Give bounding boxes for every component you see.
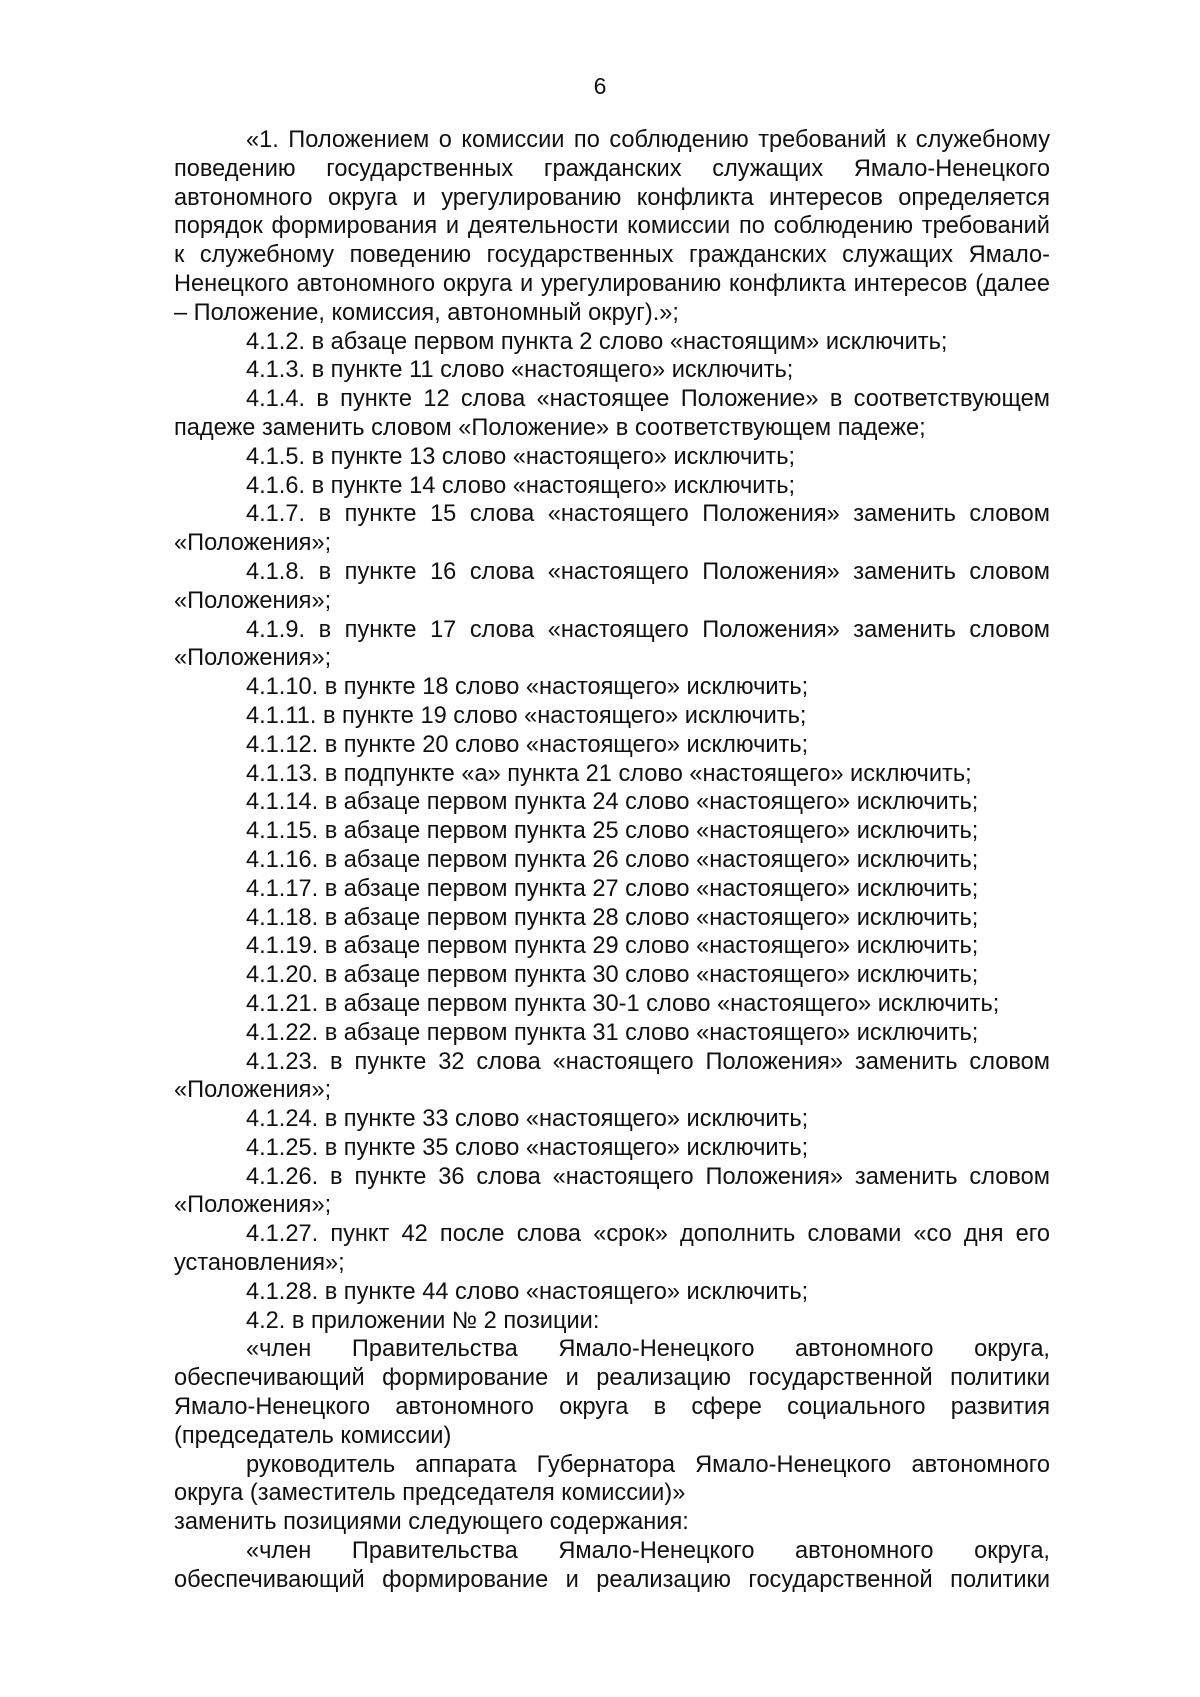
item-4-1-12: 4.1.12. в пункте 20 слово «настоящего» исключить;: [246, 731, 809, 758]
item-4-2: 4.2. в приложении № 2 позиции:: [246, 1307, 600, 1334]
item-4-1-7: 4.1.7. в пункте 15 слова «настоящего Положения» заменить словом «Положения»;: [174, 501, 1050, 557]
item-4-1-3: 4.1.3. в пункте 11 слово «настоящего» исключить;: [246, 357, 794, 384]
paragraph-1-definition: «1. Положением о комиссии по соблюдению требований к служебному поведению государственных гражданских служащих Ямало-Ненецкого автономного округа и урегулированию конфликта интересов определяется порядок формирования и деятельности комиссии по соблюдению требований к служебному поведению государственных гражданских служащих Ямало-Ненецкого автономного округа и урегулированию конфликта интересов (далее – Положение, комиссия, автономный округ).»;: [174, 127, 1050, 326]
item-4-1-22: 4.1.22. в абзаце первом пункта 31 слово «настоящего» исключить;: [246, 1019, 979, 1046]
item-4-1-20: 4.1.20. в абзаце первом пункта 30 слово «настоящего» исключить;: [246, 962, 979, 989]
item-4-1-8: 4.1.8. в пункте 16 слова «настоящего Положения» заменить словом «Положения»;: [174, 558, 1050, 614]
item-4-1-9: 4.1.9. в пункте 17 слова «настоящего Положения» заменить словом «Положения»;: [174, 616, 1050, 672]
item-4-1-23: 4.1.23. в пункте 32 слова «настоящего Положения» заменить словом «Положения»;: [174, 1048, 1050, 1104]
item-4-1-4: 4.1.4. в пункте 12 слова «настоящее Положение» в соответствующем падеже заменить словом «Положение» в соответствующем падеже;: [174, 386, 1050, 441]
item-4-1-19: 4.1.19. в абзаце первом пункта 29 слово «настоящего» исключить;: [246, 933, 979, 960]
document-body: [174, 126, 1050, 1595]
item-4-1-17: 4.1.17. в абзаце первом пункта 27 слово «настоящего» исключить;: [246, 875, 979, 902]
item-4-1-5: 4.1.5. в пункте 13 слово «настоящего» исключить;: [246, 443, 796, 470]
item-4-1-16: 4.1.16. в абзаце первом пункта 26 слово «настоящего» исключить;: [246, 846, 979, 873]
item-4-1-25: 4.1.25. в пункте 35 слово «настоящего» исключить;: [246, 1134, 809, 1161]
position-chair-new: «член Правительства Ямало-Ненецкого автономного округа, обеспечивающий формирование и реализацию государственной политики: [174, 1538, 1050, 1593]
item-4-1-21: 4.1.21. в абзаце первом пункта 30-1 слово «настоящего» исключить;: [246, 990, 1000, 1017]
replace-clause: заменить позициями следующего содержания:: [174, 1509, 689, 1536]
item-4-1-24: 4.1.24. в пункте 33 слово «настоящего» исключить;: [246, 1106, 809, 1133]
page-number: 6: [593, 73, 607, 99]
item-4-1-15: 4.1.15. в абзаце первом пункта 25 слово «настоящего» исключить;: [246, 818, 979, 845]
item-4-1-27: 4.1.27. пункт 42 после слова «срок» дополнить словами «со дня его установления»;: [174, 1221, 1050, 1277]
item-4-1-26: 4.1.26. в пункте 36 слова «настоящего Положения» заменить словом «Положения»;: [174, 1163, 1050, 1219]
position-chair-old: «член Правительства Ямало-Ненецкого автономного округа, обеспечивающий формирование и реализацию государственной политики Ямало-Ненецкого автономного округа в сфере социального развития (председатель комиссии): [174, 1336, 1050, 1449]
item-4-1-10: 4.1.10. в пункте 18 слово «настоящего» исключить;: [246, 674, 809, 701]
position-deputy-old: руководитель аппарата Губернатора Ямало-Ненецкого автономного округа (заместитель председателя комиссии)»: [174, 1451, 1050, 1507]
item-4-1-6: 4.1.6. в пункте 14 слово «настоящего» исключить;: [246, 472, 796, 499]
item-4-1-2: 4.1.2. в абзаце первом пункта 2 слово «настоящим» исключить;: [246, 328, 948, 355]
item-4-1-18: 4.1.18. в абзаце первом пункта 28 слово «настоящего» исключить;: [246, 904, 979, 931]
item-4-1-13: 4.1.13. в подпункте «а» пункта 21 слово «настоящего» исключить;: [246, 760, 972, 787]
item-4-1-14: 4.1.14. в абзаце первом пункта 24 слово «настоящего» исключить;: [246, 789, 979, 816]
item-4-1-11: 4.1.11. в пункте 19 слово «настоящего» исключить;: [246, 702, 807, 729]
item-4-1-28: 4.1.28. в пункте 44 слово «настоящего» исключить;: [246, 1278, 809, 1305]
